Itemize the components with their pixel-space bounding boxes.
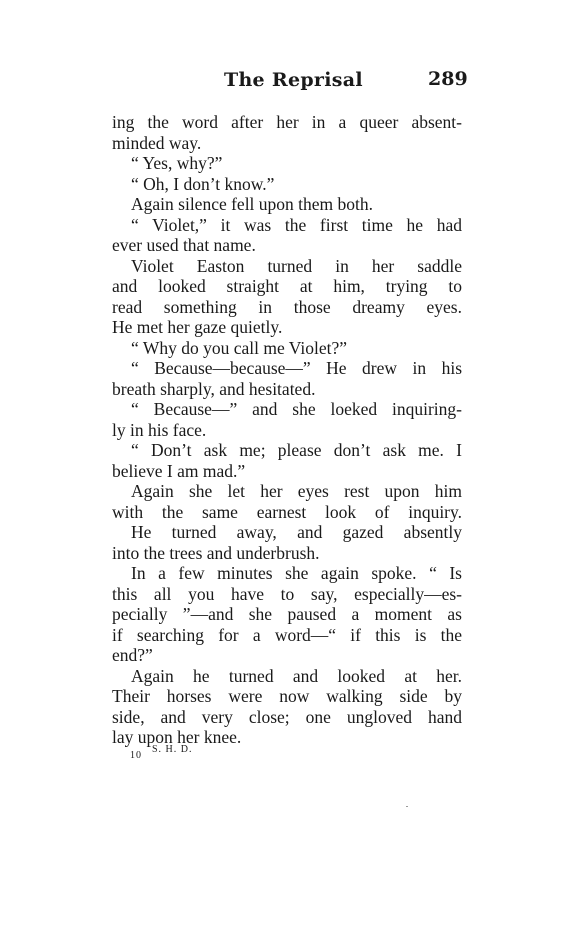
text-line: “ Because—because—” He drew in his	[131, 358, 462, 378]
paper-speck	[406, 806, 408, 807]
text-line: into the trees and underbrush.	[112, 542, 320, 563]
text-line: side, and very close; one ungloved hand	[112, 706, 462, 727]
text-line: this all you have to say, especially—es-	[112, 583, 462, 604]
text-line: “ Violet,” it was the first time he had	[131, 214, 462, 235]
text-line: minded way.	[112, 132, 202, 153]
text-line: if searching for a word—“ if this is the	[112, 624, 462, 645]
running-title: The Reprisal	[224, 69, 363, 91]
text-line: “ Don’t ask me; please don’t ask me. I	[131, 440, 462, 460]
text-line: “ Because—” and she loeked inquiring-	[131, 399, 462, 419]
text-line: In a few minutes she again spoke. “ Is	[131, 563, 462, 583]
text-line: end?”	[112, 645, 153, 665]
text-line: and looked straight at him, trying to	[112, 276, 462, 296]
text-line: He turned away, and gazed absently	[131, 522, 462, 542]
text-line: pecially ”—and she paused a moment as	[112, 604, 462, 624]
text-line: He met her gaze quietly.	[112, 317, 283, 337]
text-line: Again he turned and looked at her.	[131, 665, 462, 686]
text-line: “ Yes, why?”	[131, 153, 223, 173]
text-line: Again silence fell upon them both.	[131, 194, 374, 214]
text-line: “ Why do you call me Violet?”	[131, 337, 348, 358]
text-line: lay upon her knee.	[112, 727, 242, 747]
printer-signature	[130, 744, 193, 761]
page-number: 289	[428, 68, 468, 90]
text-line: read something in those dreamy eyes.	[112, 296, 462, 317]
text-line: “ Oh, I don’t know.”	[131, 173, 275, 194]
body-text	[112, 112, 462, 748]
text-line: with the same earnest look of inquiry.	[112, 501, 462, 522]
signature-number: 10	[130, 750, 142, 761]
text-line: Again she let her eyes rest upon him	[131, 481, 462, 501]
text-line: breath sharply, and hesitated.	[112, 378, 316, 399]
signature-mark: S. H. D.	[152, 744, 193, 755]
text-line: ing the word after her in a queer absent-	[112, 112, 462, 132]
text-line: Violet Easton turned in her saddle	[131, 255, 462, 276]
text-line: ly in his face.	[112, 419, 207, 440]
text-line: ever used that name.	[112, 235, 256, 255]
text-line: Their horses were now walking side by	[112, 686, 462, 706]
text-line: believe I am mad.”	[112, 460, 246, 481]
